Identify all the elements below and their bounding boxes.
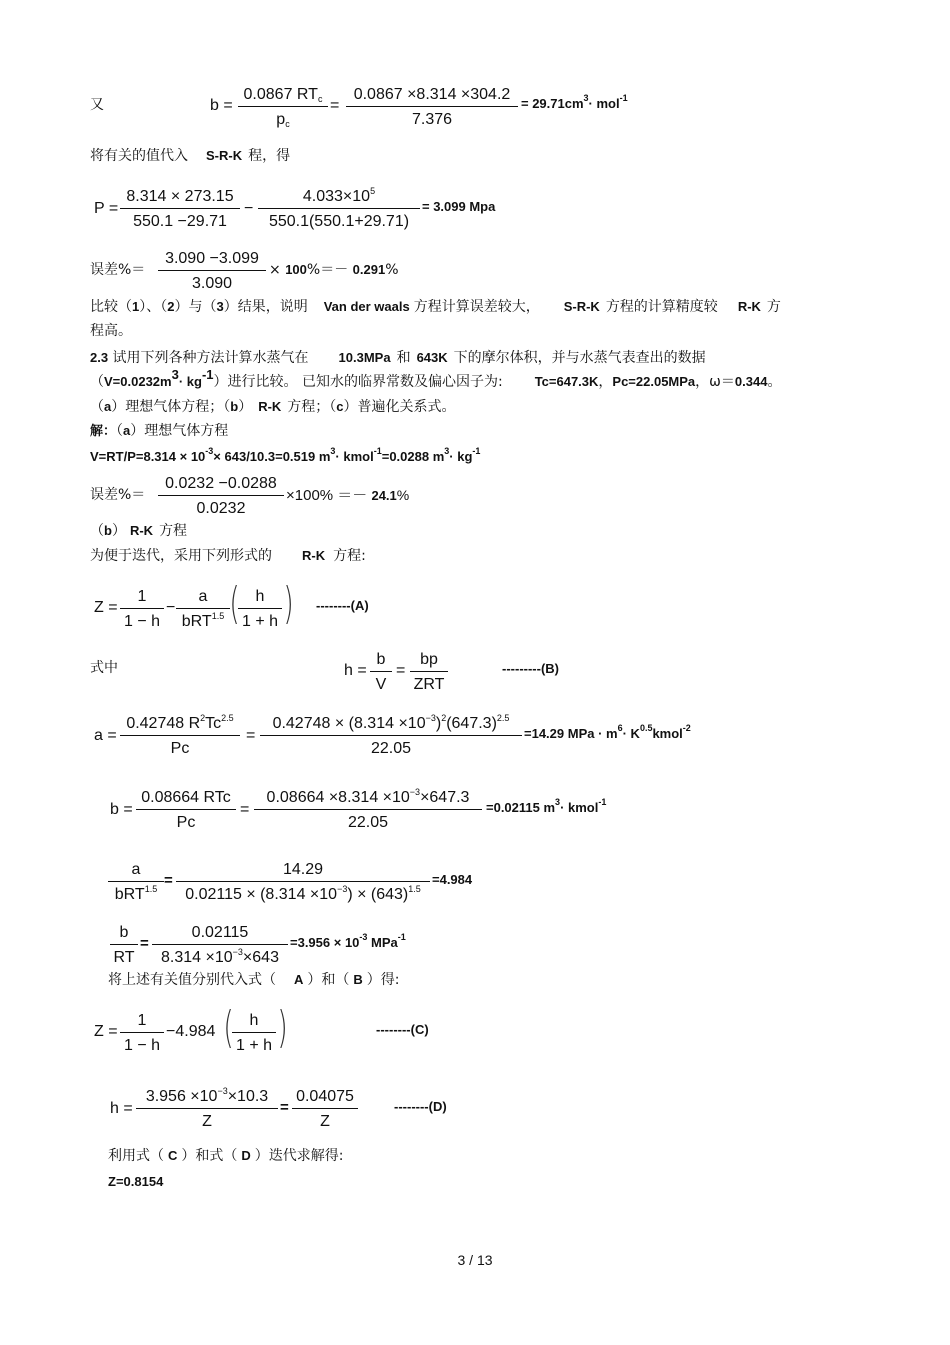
eq1-frac2: $\frac{0.0867 \times 8.314 \times 304.2}{7.376}$ [346,84,518,131]
eq3-frac2: $\frac{4.033\times 10^5}{550.1(550.1+29.71)}$ [258,186,420,233]
eqc-equals: = [164,872,173,889]
eqC-frac1: $\frac{1}{1 - h}$ [120,1010,164,1057]
eqB-label: 式中 [90,660,118,676]
err2-result: ×100% ＝－ 24.1% [286,487,410,504]
eq1-lhs: b = [210,97,233,114]
eq3-minus: − [244,200,254,217]
rk-intro: 为便于迭代，采用下列形式的 R-K 方程: [90,548,366,564]
eqC-tag: --------(C) [376,1022,429,1037]
question-2-3-line2: $(V=0.0232m^3\cdot kg^{-1})$进行比较。 已知水的临界常数及偏心因子为: Tc=647.3K，Pc=22.05MPa，ω＝0.344。 [90,367,782,390]
eq3-lhs: P = [94,200,119,217]
err2-lhs: 误差%＝ [90,487,146,503]
err1-result: × 100%＝－ 0.291% [269,262,399,278]
eqa-frac2: $\frac{0.42748 \times (8.314 \times 10^{-3})^2(647.3)^{2.5}}{22.05}$ [260,713,522,760]
eqd-equals: = [140,935,149,952]
eqB-equals: = [396,662,406,679]
eqC-lhs: Z = [94,1023,118,1040]
err1-frac: $\frac{3.090 -3.099}{3.090}$ [158,248,266,295]
eq1-result: = $29.71cm^3\cdot mol^{-1}$ [521,93,628,111]
rk-heading: （b） R-K 方程 [90,523,188,539]
eqb-result: =0.02115 $m^3\cdot$ kmol$^{-1}$ [486,797,607,815]
eq1-frac1: 0.0867 $RT_c$ $p_c$ [238,84,328,131]
eqb-lhs: b = [110,801,133,818]
eqa-lhs: a = [94,727,117,744]
eqA-minus: − [166,599,176,616]
eqB-tag: ---------(B) [502,661,560,676]
eqA-tag: --------(A) [316,598,369,613]
eqd-frac2: $\frac{0.02115}{8.314 \times 10^{-3}\times 643}$ [152,922,288,969]
eqA-frac2: a bRT$^{1.5}$ [176,586,230,633]
eq1-equals: = [330,97,340,114]
eqD-frac2: $\frac{0.04075}{Z}$ [292,1086,358,1133]
eqc-frac1: a bRT$^{1.5}$ [108,859,164,906]
iteration-text: 利用式（ C ）和式（ D ）迭代求解得: [108,1148,344,1164]
eq3-frac1: $\frac{8.314 \times 273.15}{550.1 -29.71}$ [120,186,240,233]
eqA-lhs: Z = [94,599,118,616]
text-substitute: 将有关的值代入 S-R-K 程，得 [90,148,291,164]
comparison-line1: 比较（1）、（2）与（3）结果，说明 Van der waals 方程计算误差较大， S-R-K 方程的计算精度较 R-K 方 [90,299,781,315]
final-result: Z=0.8154 [108,1174,164,1189]
comparison-line2: 程高。 [90,323,132,339]
solution-heading: 解：（a）理想气体方程 [90,423,229,439]
question-2-3-line1: 2.3 试用下列各种方法计算水蒸气在 10.3MPa 和 643K 下的摩尔体积，并与水蒸气表查出的数据 [90,350,706,366]
page-number: 3 / 13 [457,1252,493,1268]
eqD-frac1: $\frac{3.956 \times 10^{-3}\times 10.3}{Z}$ [136,1086,278,1133]
eqC-right-paren: ) [277,1002,288,1053]
eqa-frac1: $\frac{0.42748 R^2Tc^{2.5}}{Pc}$ [120,713,240,760]
eqB-frac1: $\frac{b}{V}$ [370,649,392,696]
eqD-equals: = [280,1099,289,1116]
ideal-gas-volume: $V=RT/P=8.314 \times 10^{-3}\times 643/10.3=0.519$ $m^3\cdot$ kmol$^{-1}$=0.0288 $m^3\cdot kg^{-1}$ [90,446,481,464]
eqD-lhs: h = [110,1100,133,1117]
eqA-frac1: $\frac{1}{1 - h}$ [120,586,164,633]
eqc-result: =4.984 [432,872,473,887]
substitute-text: 将上述有关值分别代入式（ A ）和（ B ）得: [108,972,400,988]
eq3-result: = 3.099 Mpa [422,199,496,214]
eqb-frac2: $\frac{0.08664 \times 8.314 \times 10^{-3}\times 647.3}{22.05}$ [254,787,482,834]
eqd-result: $=3.956 \times 10^{-3}$ MPa$^{-1}$ [290,932,406,950]
eqA-frac3: $\frac{h}{1 + h}$ [238,586,282,633]
eqC-left-paren: ( [223,1002,234,1053]
eqa-equals: = [246,727,256,744]
eqb-equals: = [240,801,250,818]
eqA-left-paren: ( [229,578,240,629]
eqa-result: =14.29 MPa · $m^6\cdot$ $K^{0.5}kmol^{-2}$ [524,723,691,741]
eqC-frac2: $\frac{h}{1 + h}$ [232,1010,276,1057]
eqd-frac1: $\frac{b}{RT}$ [110,922,138,969]
eqD-tag: --------(D) [394,1099,447,1114]
eqA-right-paren: ) [283,578,294,629]
eqC-mid: −4.984 [166,1023,216,1040]
eqb-frac1: 0.08664 RTc Pc [136,787,236,834]
err2-frac: $\frac{0.0232 -0.0288}{0.0232}$ [158,473,284,520]
eqB-lhs: h = [344,662,367,679]
eqc-frac2: $\frac{14.29}{0.02115 \times (8.314 \times 10^{-3}) \times (643)^{1.5}}$ [176,859,430,906]
eqB-frac2: bp ZRT [410,649,448,696]
question-2-3-line3: （a）理想气体方程；（b） R-K 方程；（c）普遍化关系式。 [90,399,456,415]
text-you: 又 [90,97,104,113]
err1-lhs: 误差%＝ [90,262,146,278]
